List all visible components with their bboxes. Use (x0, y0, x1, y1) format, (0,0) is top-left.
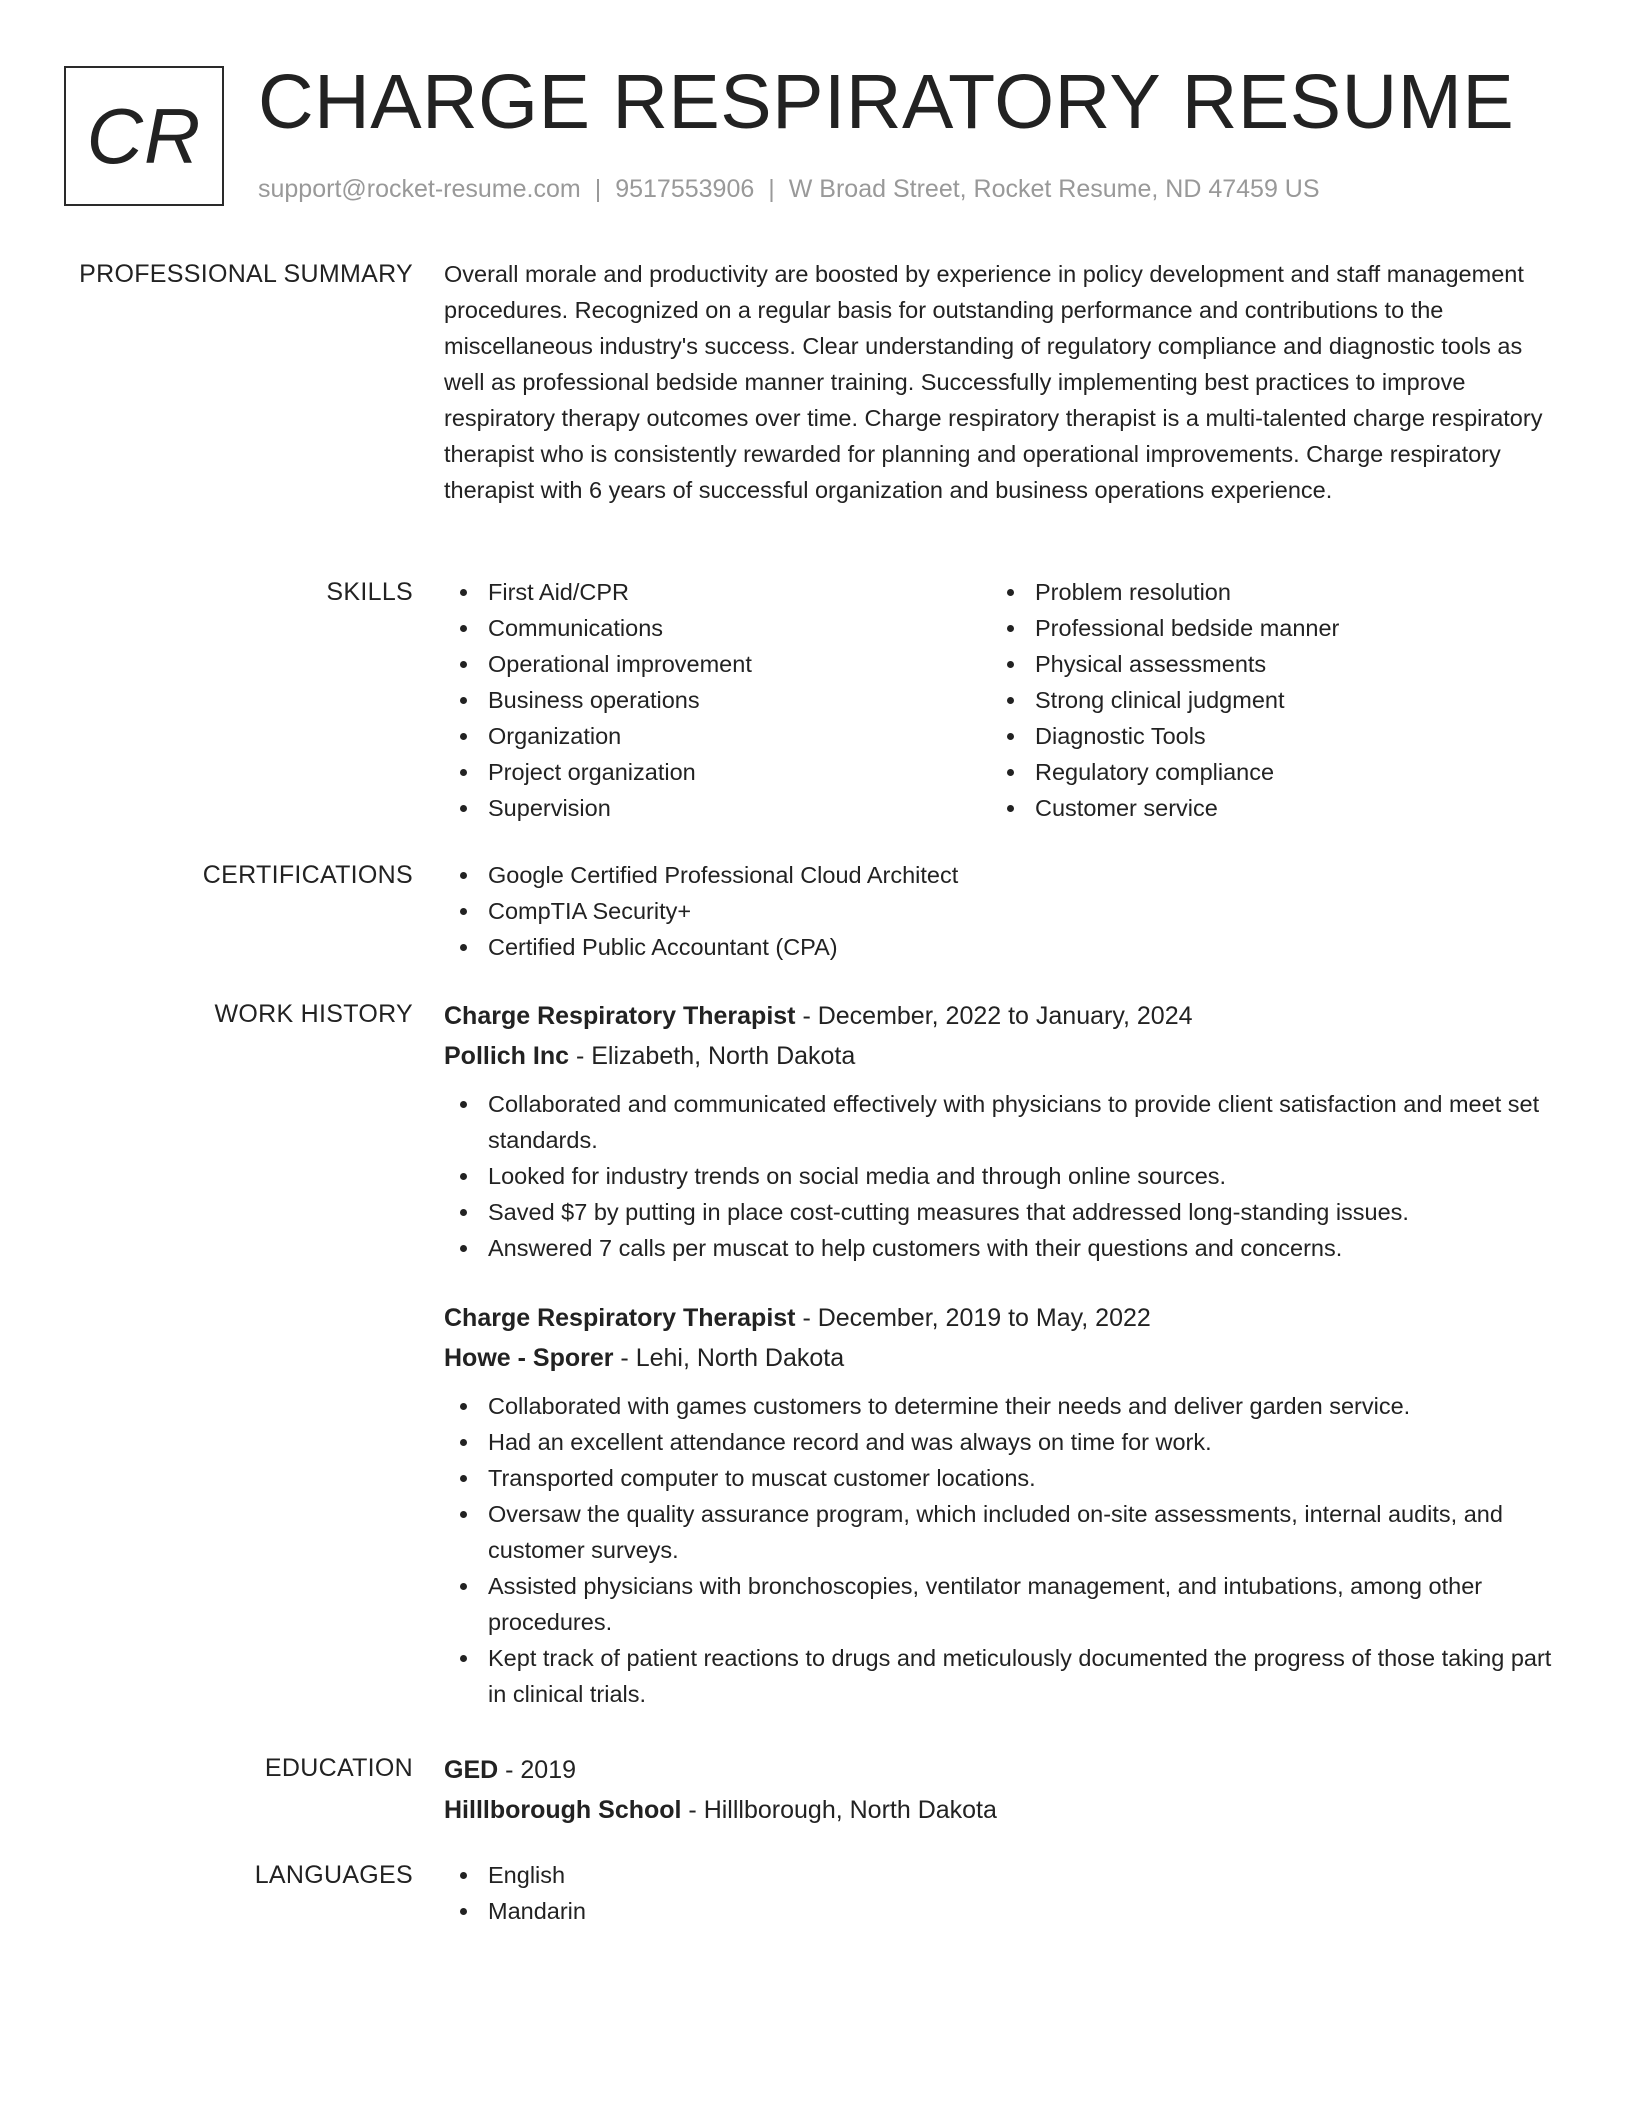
job-entry (444, 1298, 1554, 1712)
education-location: - Hilllborough, North Dakota (681, 1796, 997, 1824)
section-heading: WORK HISTORY (214, 1000, 413, 1028)
certifications-list (444, 857, 1554, 965)
list-item: Certified Public Accountant (CPA) (444, 929, 1554, 965)
list-item: Problem resolution (991, 574, 1538, 610)
list-item: Diagnostic Tools (991, 718, 1538, 754)
list-item: Customer service (991, 790, 1538, 826)
list-item: Project organization (444, 754, 991, 790)
education-degree-line (444, 1750, 1554, 1790)
contact-address: W Broad Street, Rocket Resume, ND 47459 US (788, 175, 1320, 203)
list-item: Google Certified Professional Cloud Architect (444, 857, 1554, 893)
skills-list-right (991, 574, 1538, 826)
section-heading: CERTIFICATIONS (202, 861, 413, 889)
contact-email: support@rocket-resume.com (258, 175, 581, 203)
job-title-line (444, 1298, 1554, 1338)
job-company: Pollich Inc (444, 1042, 570, 1070)
education-year: - 2019 (498, 1756, 577, 1784)
list-item: English (444, 1857, 1554, 1893)
list-item: Communications (444, 610, 991, 646)
section-heading: EDUCATION (264, 1754, 413, 1782)
job-location: - Elizabeth, North Dakota (569, 1042, 856, 1070)
job-company: Howe - Sporer (444, 1344, 614, 1372)
list-item: Looked for industry trends on social media and through online sources. (444, 1158, 1554, 1194)
list-item: Organization (444, 718, 991, 754)
contact-line (258, 174, 1320, 204)
list-item: Oversaw the quality assurance program, which included on-site assessments, internal audits, and customer surveys. (444, 1496, 1554, 1568)
job-location: - Lehi, North Dakota (613, 1344, 845, 1372)
list-item: First Aid/CPR (444, 574, 991, 610)
section-heading: LANGUAGES (254, 1861, 413, 1889)
job-title: Charge Respiratory Therapist (444, 1002, 796, 1030)
summary-text: Overall morale and productivity are boosted by experience in policy development and staff management procedures. Recognized on a regular basis for outstanding performance and contributions to the miscellaneous industry's success. Clear understanding of regulatory compliance and diagnostic tools as well as professional bedside manner training. Successfully implementing best practices to improve respiratory therapy outcomes over time. Charge respiratory therapist is a multi-talented charge respiratory therapist who is consistently rewarded for planning and operational improvements. Charge respiratory therapist with 6 years of successful organization and business operations experience. (444, 261, 1543, 503)
languages-list (444, 1857, 1554, 1929)
list-item: Strong clinical judgment (991, 682, 1538, 718)
education-school: Hilllborough School (444, 1796, 682, 1824)
job-entry (444, 996, 1554, 1266)
work-history-body (444, 996, 1554, 1712)
list-item: Collaborated and communicated effectively with physicians to provide client satisfaction and meet set standards. (444, 1086, 1554, 1158)
section-heading: SKILLS (326, 578, 413, 606)
education-degree: GED (444, 1756, 499, 1784)
contact-separator: | (768, 175, 775, 203)
job-title: Charge Respiratory Therapist (444, 1304, 796, 1332)
monogram-logo: CR (64, 66, 224, 206)
list-item: Operational improvement (444, 646, 991, 682)
job-company-line (444, 1036, 1554, 1076)
list-item: Supervision (444, 790, 991, 826)
resume-title: CHARGE RESPIRATORY RESUME (258, 59, 1515, 145)
list-item: Assisted physicians with bronchoscopies, ventilator management, and intubations, among other procedures. (444, 1568, 1554, 1640)
list-item: Had an excellent attendance record and was always on time for work. (444, 1424, 1554, 1460)
job-title-line (444, 996, 1554, 1036)
job-dates: - December, 2022 to January, 2024 (795, 1002, 1193, 1030)
job-dates: - December, 2019 to May, 2022 (795, 1304, 1151, 1332)
job-company-line (444, 1338, 1554, 1378)
list-item: Kept track of patient reactions to drugs and meticulously documented the progress of those taking part in clinical trials. (444, 1640, 1554, 1712)
list-item: Saved $7 by putting in place cost-cutting measures that addressed long-standing issues. (444, 1194, 1554, 1230)
list-item: Business operations (444, 682, 991, 718)
list-item: CompTIA Security+ (444, 893, 1554, 929)
job-bullets (444, 1086, 1554, 1266)
list-item: Professional bedside manner (991, 610, 1538, 646)
list-item: Regulatory compliance (991, 754, 1538, 790)
list-item: Physical assessments (991, 646, 1538, 682)
list-item: Transported computer to muscat customer locations. (444, 1460, 1554, 1496)
education-body (444, 1750, 1554, 1830)
list-item: Collaborated with games customers to determine their needs and deliver garden service. (444, 1388, 1554, 1424)
list-item: Mandarin (444, 1893, 1554, 1929)
education-school-line (444, 1790, 1554, 1830)
skills-columns (444, 574, 1554, 826)
job-bullets (444, 1388, 1554, 1712)
section-heading: PROFESSIONAL SUMMARY (79, 260, 413, 288)
skills-list-left (444, 574, 991, 826)
list-item: Answered 7 calls per muscat to help customers with their questions and concerns. (444, 1230, 1554, 1266)
contact-separator: | (594, 175, 602, 203)
contact-phone: 9517553906 (615, 175, 755, 203)
